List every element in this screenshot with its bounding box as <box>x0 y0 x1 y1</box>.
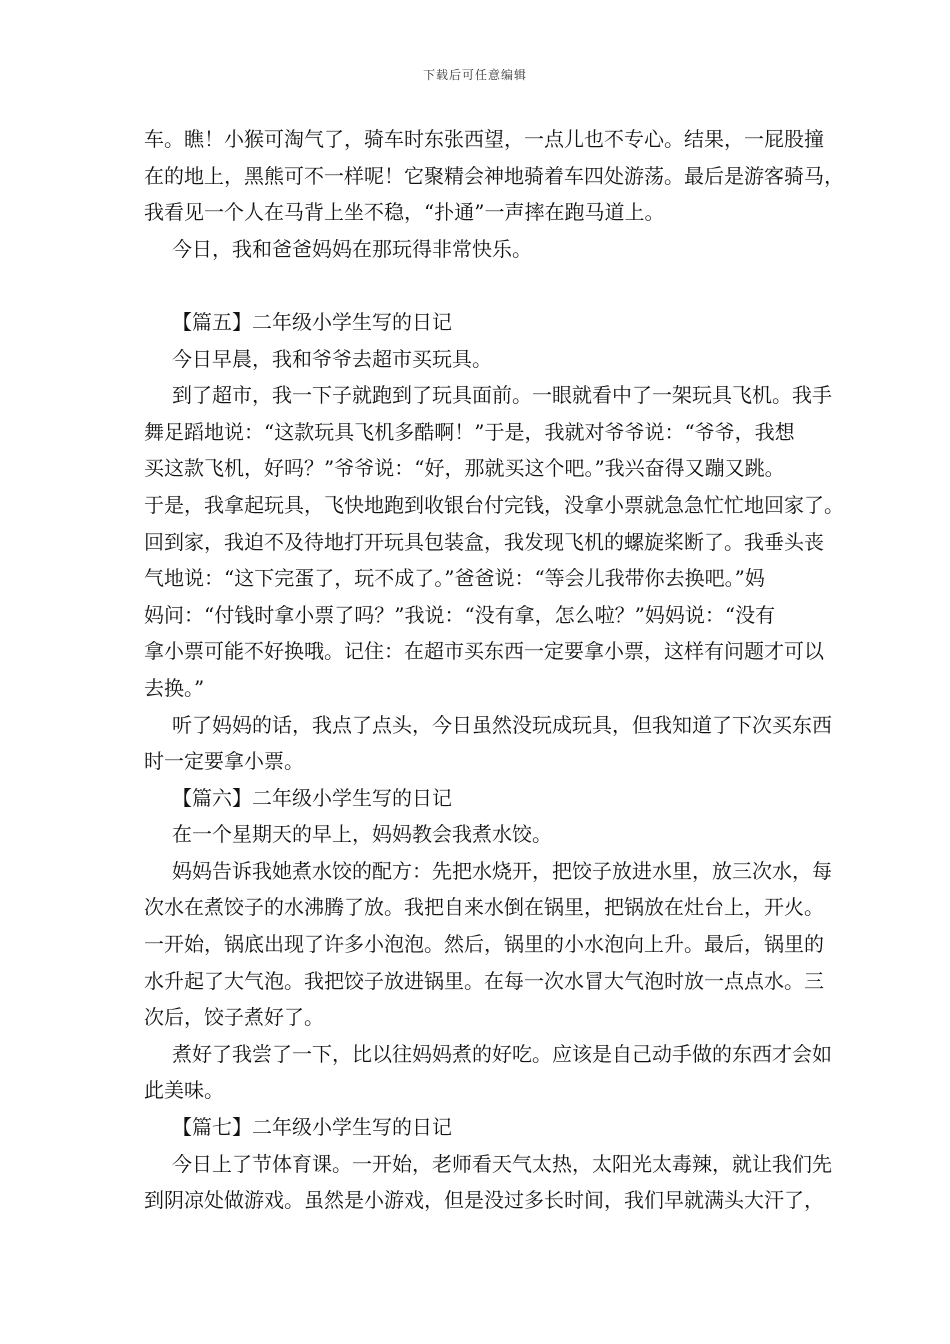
paragraph-start: 今日，我和爸爸妈妈在那玩得非常快乐。 <box>172 236 532 261</box>
paragraph-start: 今日早晨，我和爷爷去超市买玩具。 <box>172 346 492 371</box>
paragraph-start: 在一个星期天的早上，妈妈教会我煮水饺。 <box>172 822 552 847</box>
text-line: 次水在煮饺子的水沸腾了放。我把自来水倒在锅里，把锅放在灶台上，开火。 <box>144 895 824 920</box>
text-line: 我看见一个人在马背上坐不稳，“扑通”一声摔在跑马道上。 <box>144 200 665 225</box>
text-line: 买这款飞机，好吗？”爷爷说：“好，那就买这个吧。”我兴奋得又蹦又跳。 <box>144 456 785 481</box>
paragraph-start: 煮好了我尝了一下，比以往妈妈煮的好吃。应该是自己动手做的东西才会如 <box>172 1041 832 1066</box>
text-line: 水升起了大气泡。我把饺子放进锅里。在每一次水冒大气泡时放一点点水。三 <box>144 968 824 993</box>
blank-line <box>144 267 808 304</box>
section-heading: 【篇七】二年级小学生写的日记 <box>172 1115 452 1140</box>
text-line: 妈问：“付钱时拿小票了吗？”我说：“没有拿，怎么啦？”妈妈说：“没有 <box>144 602 776 627</box>
text-line: 舞足蹈地说：“这款玩具飞机多酷啊！”于是，我就对爷爷说：“爷爷，我想 <box>144 419 795 444</box>
text-line: 此美味。 <box>144 1078 224 1103</box>
text-line: 一开始，锅底出现了许多小泡泡。然后，锅里的小水泡向上升。最后，锅里的 <box>144 932 824 957</box>
section-heading: 【篇五】二年级小学生写的日记 <box>172 309 452 334</box>
page-header: 下载后可任意编辑 <box>422 68 527 82</box>
text-line: 在的地上，黑熊可不一样呢！它聚精会神地骑着车四处游荡。最后是游客骑马， <box>144 163 844 188</box>
section-heading: 【篇六】二年级小学生写的日记 <box>172 785 452 810</box>
document-body <box>144 121 844 1219</box>
text-line: 车。瞧！小猴可淘气了，骑车时东张西望，一点儿也不专心。结果，一屁股撞 <box>144 127 824 151</box>
text-line: 时一定要拿小票。 <box>144 749 304 774</box>
paragraph-start: 听了妈妈的话，我点了点头，今日虽然没玩成玩具，但我知道了下次买东西 <box>172 712 832 737</box>
text-line: 拿小票可能不好换哦。记住：在超市买东西一定要拿小票，这样有问题才可以 <box>144 639 824 664</box>
text-line: 于是，我拿起玩具，飞快地跑到收银台付完钱，没拿小票就急急忙忙地回家了。 <box>144 492 844 517</box>
paragraph-start: 到了超市，我一下子就跑到了玩具面前。一眼就看中了一架玩具飞机。我手 <box>172 383 832 408</box>
text-line: 回到家，我迫不及待地打开玩具包装盒，我发现飞机的螺旋桨断了。我垂头丧 <box>144 529 824 554</box>
text-line: 次后，饺子煮好了。 <box>144 1005 324 1030</box>
text-line: 去换。” <box>144 675 205 700</box>
paragraph-start: 今日上了节体育课。一开始，老师看天气太热，太阳光太毒辣，就让我们先 <box>172 1151 832 1176</box>
text-line: 到阴凉处做游戏。虽然是小游戏，但是没过多长时间，我们早就满头大汗了， <box>144 1188 824 1213</box>
text-line: 气地说：“这下完蛋了，玩不成了。”爸爸说：“等会儿我带你去换吧。”妈 <box>144 566 765 591</box>
paragraph-start: 妈妈告诉我她煮水饺的配方：先把水烧开，把饺子放进水里，放三次水，每 <box>172 858 832 883</box>
